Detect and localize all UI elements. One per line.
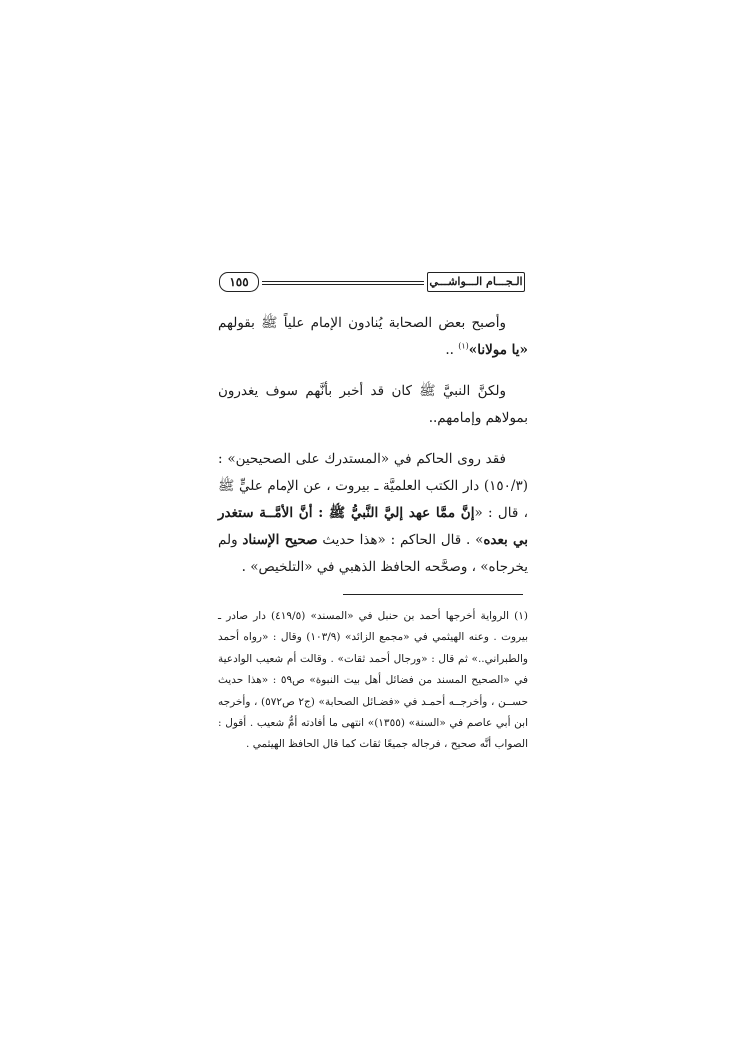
hadith-quote: إنَّ ممَّا عهد إليَّ النَّبيُّ ﷺ : أنَّ الأمَّــة ستغدر بي بعده bbox=[218, 505, 528, 548]
grading: صحيح الإسناد bbox=[242, 532, 318, 548]
paragraph: ولكنَّ النبيَّ ﷺ كان قد أخبر بأنَّهم سوف يغدرون بمولاهم وإمامهم.. bbox=[218, 383, 528, 426]
header-rule bbox=[262, 281, 424, 282]
page-number: ١٥٥ bbox=[219, 272, 259, 292]
paragraph: فقد روى الحاكم في «المستدرك على الصحيحين» : (١٥٠/٣) دار الكتب العلميَّة ـ بيروت ، عن الإمام عليٍّ ﷺ ، قال : «إنَّ ممَّا عهد إليَّ النَّبيُّ ﷺ : أنَّ الأمَّــة ستغدر بي بعده» . قال الحاكم : «هذا حديث صحيح الإسناد ولم يخرجاه» ، وصحَّحه الحافظ الذهبي في «التلخيص» . bbox=[218, 451, 528, 575]
header-rule bbox=[262, 284, 424, 285]
paragraph: وأصبح بعض الصحابة يُنادون الإمام علياً ﷺ بقولهم «يا مولانا»$^{(١)}$ .. bbox=[218, 315, 528, 358]
footnote bbox=[218, 606, 528, 756]
running-header bbox=[219, 272, 525, 292]
main-text bbox=[218, 310, 528, 595]
quote: «يا مولانا» bbox=[468, 342, 528, 358]
footnote-divider bbox=[343, 594, 523, 595]
book-title: الـجـــام الـــواشـــي bbox=[427, 272, 525, 292]
footnote-text: (١) الرواية أخرجها أحمد بن حنبل في «المسند» (٤١٩/٥) دار صادر ـ بيروت . وعنه الهيثمي في «مجمع الزائد» (١٠٣/٩) وقال : «رواه أحمد والطبراني..» ثم قال : «ورجال أحمد ثقات» . وقالت أم شعيب الوادعية في «الصحيح المسند من فضائل أهل بيت النبوة» ص٥٩ : «هذا حديث حســن ، وأخرجــه أحمـد في «فضـائل الصحابة» (ج٢ ص٥٧٢) ، وأخرجه ابن أبي عاصم في «السنة» (١٣٥٥)» انتهى ما أفادته أمُّ شعيب . أقول : الصواب أنَّه صحيح ، فرجاله جميعًا ثقات كما قال الحافظ الهيثمي . bbox=[218, 610, 528, 751]
footnote-marker: (١) bbox=[458, 341, 469, 351]
